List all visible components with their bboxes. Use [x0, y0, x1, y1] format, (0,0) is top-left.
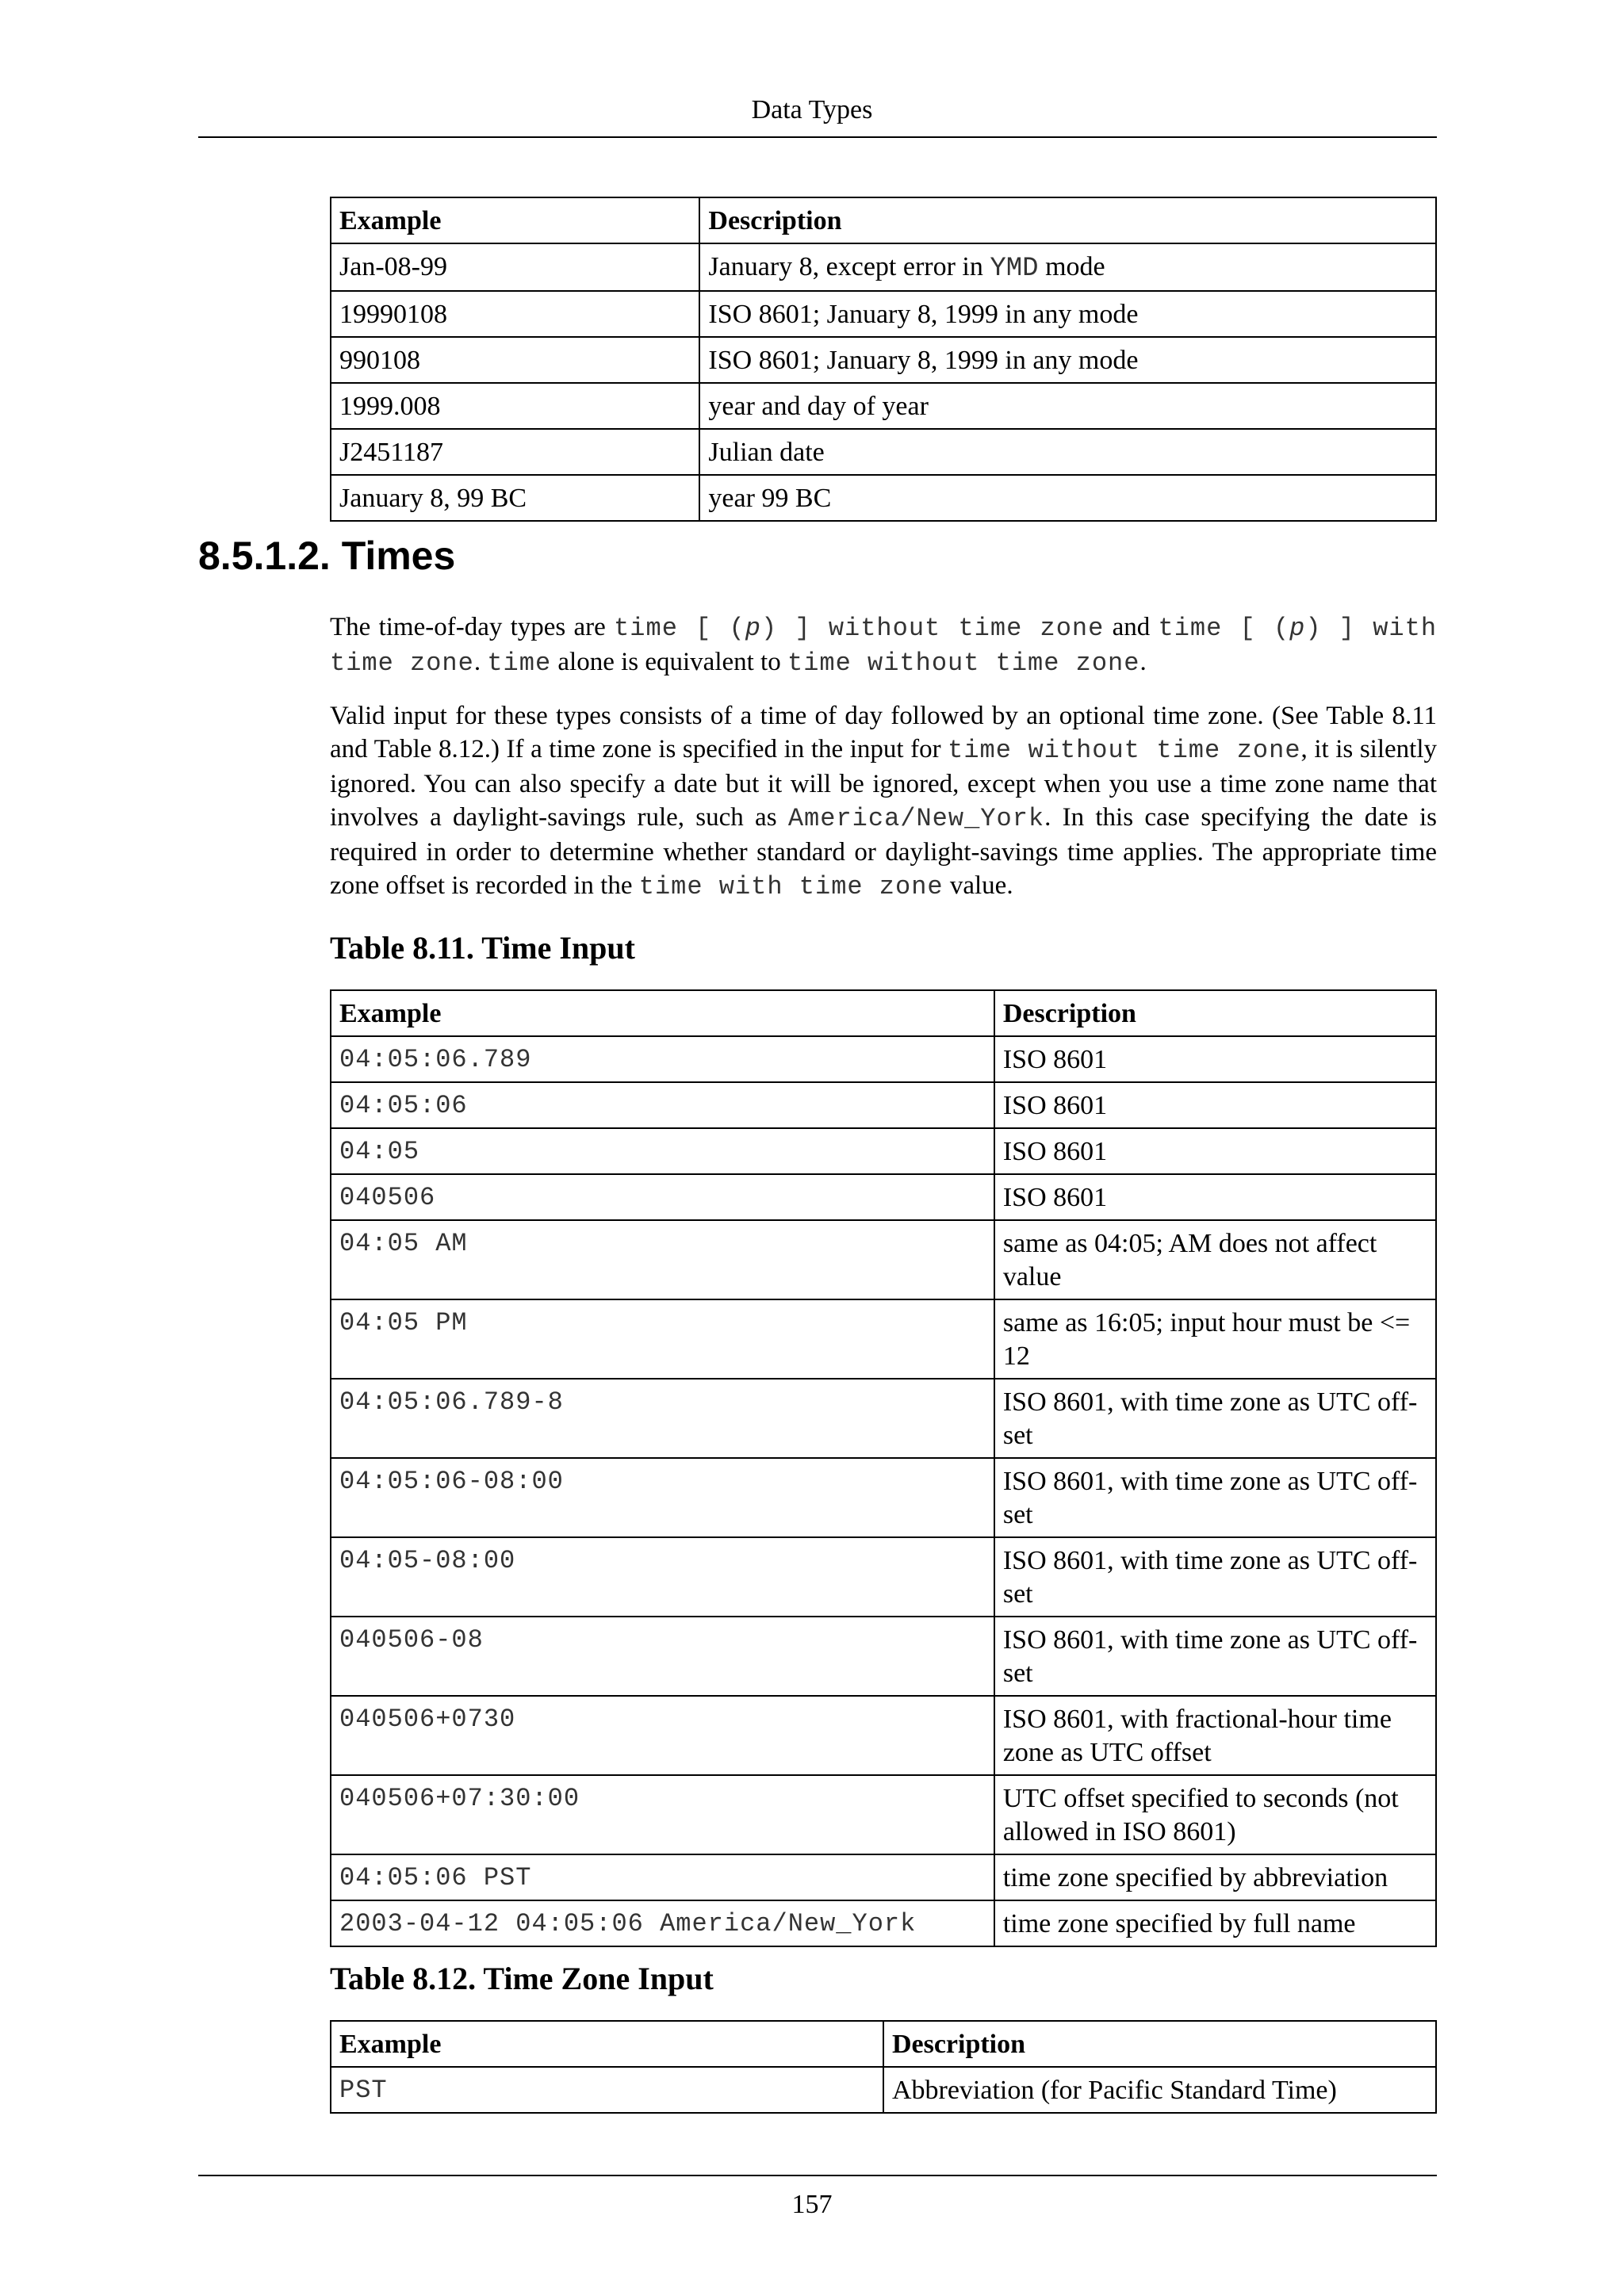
paragraph-text: .	[473, 648, 488, 676]
example-cell: 990108	[331, 337, 699, 383]
footer-rule	[198, 2175, 1437, 2176]
table-row	[331, 1082, 1436, 1128]
example-cell: 040506+0730	[331, 1696, 994, 1775]
description-cell: time zone specified by abbreviation	[994, 1854, 1436, 1900]
date-input-table	[330, 197, 1437, 522]
example-cell: 04:05:06.789-8	[331, 1379, 994, 1458]
code-literal: time [ (p) ] without time zone	[614, 614, 1105, 643]
table-row	[331, 337, 1436, 383]
page-number: 157	[791, 2190, 833, 2219]
table-header-row	[331, 197, 1436, 243]
description-cell: ISO 8601, with time zone as UTC off-set	[994, 1537, 1436, 1617]
example-cell: 04:05:06.789	[331, 1036, 994, 1082]
table-row	[331, 1696, 1436, 1775]
column-header-description: Description	[994, 990, 1436, 1036]
example-cell: 040506	[331, 1174, 994, 1220]
example-cell: 04:05-08:00	[331, 1537, 994, 1617]
table-row	[331, 243, 1436, 291]
section-heading: 8.5.1.2. Times	[198, 534, 456, 578]
header-rule	[198, 136, 1437, 138]
table-row	[331, 475, 1436, 521]
example-cell: 040506-08	[331, 1617, 994, 1696]
code-literal: time without time zone	[787, 649, 1140, 678]
description-cell: Julian date	[699, 429, 1436, 475]
table-title-time-input: Table 8.11. Time Input	[330, 930, 635, 966]
description-cell: same as 16:05; input hour must be <= 12	[994, 1299, 1436, 1379]
example-cell: 04:05:06 PST	[331, 1854, 994, 1900]
table-row	[331, 383, 1436, 429]
code-literal: time [ (p) ] with time zone	[330, 614, 1438, 678]
example-cell: J2451187	[331, 429, 699, 475]
paragraph-text: . In this case specifying the date is required in order to determine whether standard or daylight-savings time applies. The appropriate time zone offset is recorded in the	[330, 803, 1438, 900]
running-header: Data Types	[751, 95, 873, 124]
description-cell: UTC offset specified to seconds (not allowed in ISO 8601)	[994, 1775, 1436, 1854]
description-cell: ISO 8601, with time zone as UTC off-set	[994, 1379, 1436, 1458]
description-cell: ISO 8601	[994, 1128, 1436, 1174]
table-row	[331, 1900, 1436, 1946]
example-cell: 19990108	[331, 291, 699, 337]
table-row	[331, 1128, 1436, 1174]
paragraph-text: .	[1139, 648, 1147, 676]
paragraph-time-types	[330, 610, 1437, 680]
paragraph-text: value.	[943, 871, 1013, 900]
code-literal: time	[487, 649, 552, 678]
code-literal: time without time zone	[948, 736, 1301, 765]
description-cell: ISO 8601, with fractional-hour time zone as UTC offset	[994, 1696, 1436, 1775]
table-row	[331, 291, 1436, 337]
example-cell: 04:05:06-08:00	[331, 1458, 994, 1537]
table-row	[331, 1617, 1436, 1696]
table-row	[331, 429, 1436, 475]
example-cell: Jan-08-99	[331, 243, 699, 291]
column-header-description: Description	[883, 2021, 1436, 2067]
description-text: mode	[1038, 252, 1105, 281]
code-literal: time with time zone	[638, 872, 944, 901]
column-header-example: Example	[331, 2021, 883, 2067]
code-literal: America/New_York	[787, 804, 1045, 833]
paragraph-text: Valid input for these types consists of a time of day followed by an optional time zone. (See Table 8.11 and Table 8.12.) If a time zone is specified in the input for	[330, 702, 1437, 763]
paragraph-text: , it is silently ignored. You can also specify a date but it will be ignored, except when you use a time zone name that involves a daylight-savings rule, such as	[330, 735, 1437, 832]
example-cell: January 8, 99 BC	[331, 475, 699, 521]
description-cell: ISO 8601; January 8, 1999 in any mode	[699, 291, 1436, 337]
description-cell: ISO 8601	[994, 1174, 1436, 1220]
table-row	[331, 1854, 1436, 1900]
description-cell: same as 04:05; AM does not affect value	[994, 1220, 1436, 1299]
example-cell: 04:05:06	[331, 1082, 994, 1128]
description-cell: ISO 8601	[994, 1082, 1436, 1128]
time-input-table	[330, 989, 1437, 1947]
table-title-time-zone-input: Table 8.12. Time Zone Input	[330, 1961, 714, 1996]
description-cell: time zone specified by full name	[994, 1900, 1436, 1946]
table-row	[331, 1299, 1436, 1379]
example-cell: 2003-04-12 04:05:06 America/New_York	[331, 1900, 994, 1946]
paragraph-text: alone is equivalent to	[551, 648, 787, 676]
paragraph-text: The time-of-day types are	[330, 613, 615, 641]
example-cell: 040506+07:30:00	[331, 1775, 994, 1854]
table-row	[331, 2067, 1436, 2113]
code-literal: YMD	[990, 254, 1039, 284]
example-cell: 04:05 PM	[331, 1299, 994, 1379]
example-cell: 04:05 AM	[331, 1220, 994, 1299]
description-cell: year and day of year	[699, 383, 1436, 429]
table-row	[331, 1036, 1436, 1082]
table-row	[331, 1379, 1436, 1458]
description-cell: ISO 8601, with time zone as UTC off-set	[994, 1617, 1436, 1696]
description-cell	[699, 243, 1436, 291]
table-row	[331, 1537, 1436, 1617]
table-row	[331, 1174, 1436, 1220]
table-header-row	[331, 2021, 1436, 2067]
description-text: January 8, except error in	[708, 252, 990, 281]
example-cell: PST	[331, 2067, 883, 2113]
paragraph-text: and	[1104, 613, 1159, 641]
time-zone-input-table	[330, 2020, 1437, 2114]
description-cell: Abbreviation (for Pacific Standard Time)	[883, 2067, 1436, 2113]
description-cell: ISO 8601, with time zone as UTC off-set	[994, 1458, 1436, 1537]
description-cell: ISO 8601	[994, 1036, 1436, 1082]
description-cell: year 99 BC	[699, 475, 1436, 521]
table-row	[331, 1220, 1436, 1299]
column-header-example: Example	[331, 990, 994, 1036]
example-cell: 04:05	[331, 1128, 994, 1174]
column-header-description: Description	[699, 197, 1436, 243]
table-header-row	[331, 990, 1436, 1036]
table-row	[331, 1775, 1436, 1854]
paragraph-valid-input	[330, 699, 1437, 904]
description-cell: ISO 8601; January 8, 1999 in any mode	[699, 337, 1436, 383]
table-row	[331, 1458, 1436, 1537]
example-cell: 1999.008	[331, 383, 699, 429]
column-header-example: Example	[331, 197, 699, 243]
